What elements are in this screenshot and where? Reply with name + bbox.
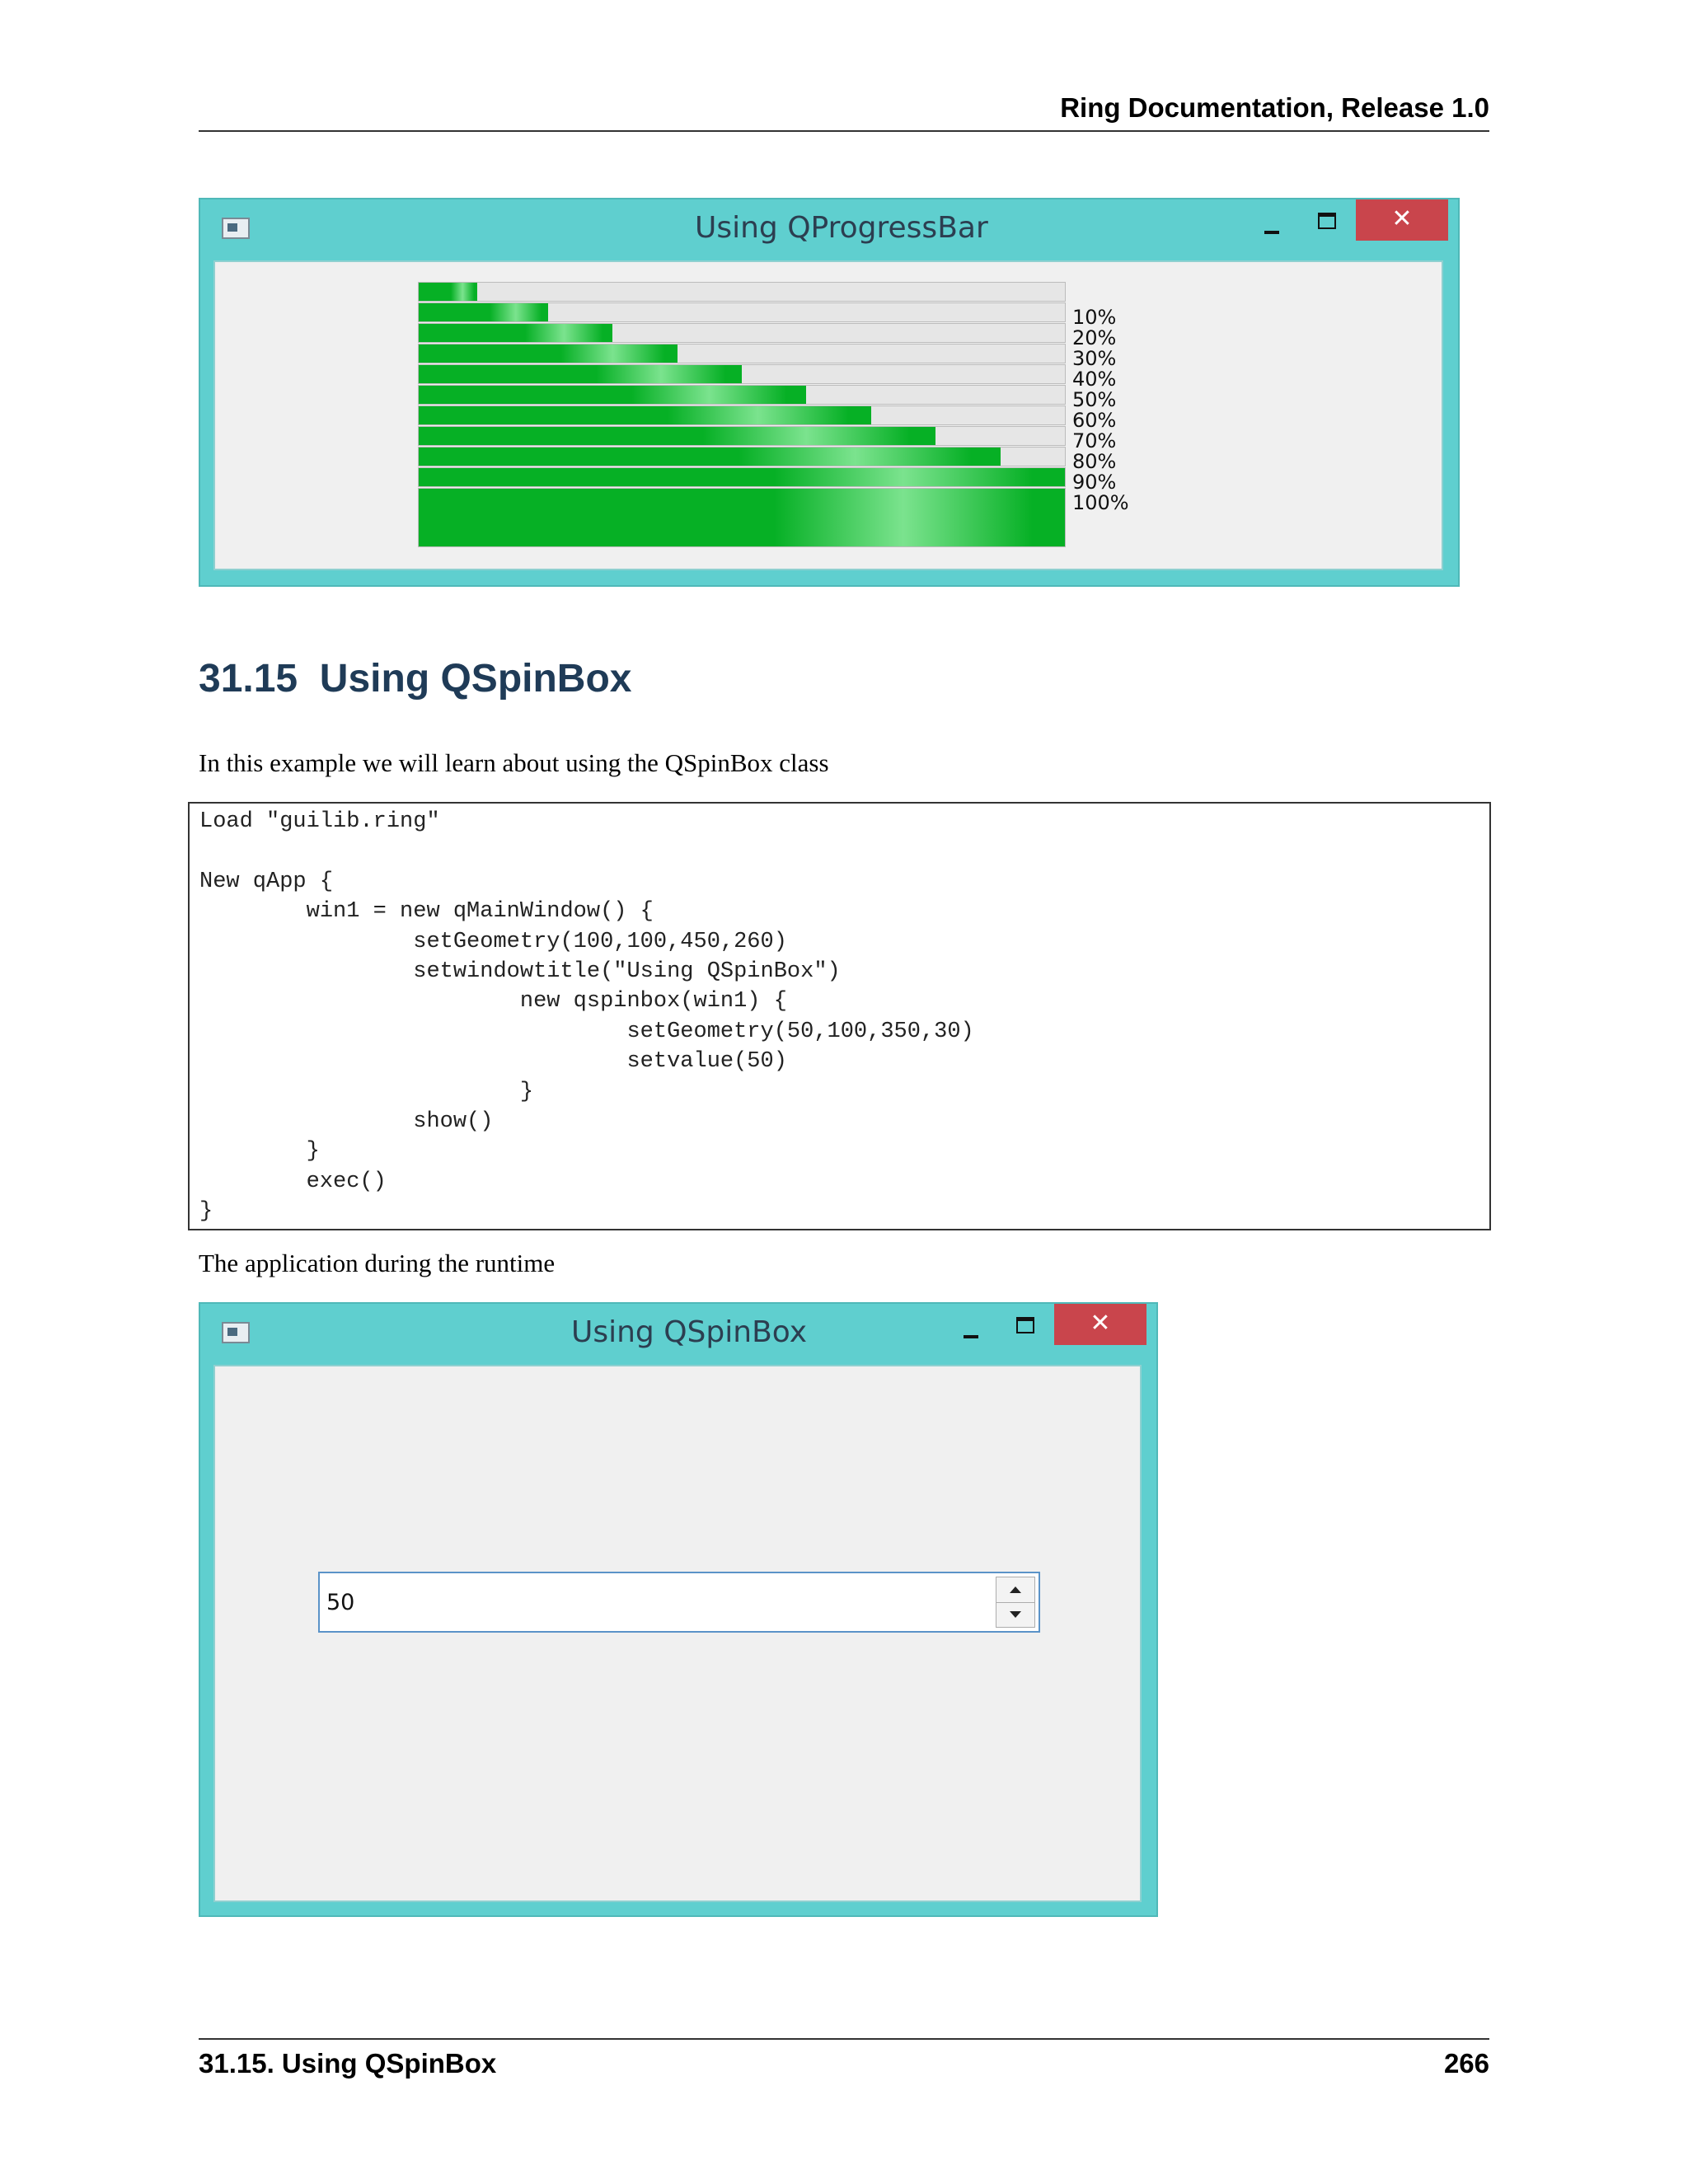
section-title: Using QSpinBox xyxy=(319,657,632,701)
progress-label: 90% xyxy=(1072,471,1117,494)
maximize-button[interactable] xyxy=(1016,1317,1034,1333)
progress-label: 40% xyxy=(1072,368,1117,391)
progress-label: 60% xyxy=(1072,409,1117,432)
code-line: setGeometry(50,100,350,30) xyxy=(199,1019,974,1044)
progress-bar xyxy=(418,282,1066,302)
progress-label: 100% xyxy=(1072,491,1129,514)
progress-bar xyxy=(418,447,1066,466)
close-button[interactable]: ✕ xyxy=(1356,199,1448,241)
window-title: Using QProgressBar xyxy=(695,211,988,245)
running-header xyxy=(199,92,1489,132)
maximize-button[interactable] xyxy=(1318,213,1336,229)
progress-label: 10% xyxy=(1072,306,1117,329)
spinbox-up-button[interactable] xyxy=(996,1577,1034,1603)
code-line: } xyxy=(199,1079,534,1104)
progress-fill xyxy=(419,406,871,424)
progress-fill xyxy=(419,468,1065,486)
code-line: New qApp { xyxy=(199,869,334,894)
progress-bar xyxy=(418,344,1066,363)
progress-bar xyxy=(418,488,1066,547)
window-app-icon[interactable] xyxy=(222,1322,250,1343)
progress-bar xyxy=(418,302,1066,322)
minimize-button[interactable] xyxy=(961,1322,981,1342)
code-line: show() xyxy=(199,1108,494,1134)
progress-label: 80% xyxy=(1072,450,1117,473)
progress-fill xyxy=(419,365,742,383)
close-button[interactable]: ✕ xyxy=(1054,1304,1146,1345)
arrow-up-icon xyxy=(1010,1586,1021,1593)
section-heading xyxy=(199,656,631,701)
progress-label: 30% xyxy=(1072,347,1117,370)
progress-bar-stack xyxy=(418,282,1066,548)
footer-section: 31.15. Using QSpinBox xyxy=(199,2048,497,2079)
code-block xyxy=(188,802,1491,1230)
running-footer xyxy=(199,2038,1489,2079)
progress-fill xyxy=(419,489,1065,546)
progress-fill xyxy=(419,303,548,321)
arrow-down-icon xyxy=(1010,1611,1021,1618)
code-line: setvalue(50) xyxy=(199,1049,787,1075)
code-line: win1 = new qMainWindow() { xyxy=(199,899,654,925)
code-line: Load "guilib.ring" xyxy=(199,809,440,834)
progress-bar xyxy=(418,364,1066,384)
progress-fill xyxy=(419,448,1001,466)
progress-fill xyxy=(419,344,678,363)
spinbox-value[interactable]: 50 xyxy=(326,1590,355,1615)
spinbox-window xyxy=(199,1302,1158,1917)
spinbox-down-button[interactable] xyxy=(996,1602,1034,1627)
progress-fill xyxy=(419,283,477,301)
progress-bar xyxy=(418,323,1066,343)
progress-label-column xyxy=(1072,307,1129,513)
progress-bar xyxy=(418,467,1066,487)
window-client-area xyxy=(213,1365,1142,1902)
progress-label: 70% xyxy=(1072,429,1117,452)
window-app-icon[interactable] xyxy=(222,218,250,239)
code-line: } xyxy=(199,1139,320,1165)
runtime-caption: The application during the runtime xyxy=(199,1249,556,1277)
progress-label: 50% xyxy=(1072,388,1117,411)
minimize-button[interactable] xyxy=(1262,218,1282,237)
code-line: new qspinbox(win1) { xyxy=(199,989,787,1015)
page-number: 266 xyxy=(1443,2048,1489,2079)
progress-bar xyxy=(418,405,1066,425)
code-line: exec() xyxy=(199,1169,387,1194)
progress-fill xyxy=(419,386,806,404)
header-title: Ring Documentation, Release 1.0 xyxy=(1060,92,1489,123)
section-number: 31.15 xyxy=(199,657,298,701)
progress-bar xyxy=(418,426,1066,446)
spinbox[interactable] xyxy=(318,1572,1040,1633)
window-titlebar[interactable] xyxy=(200,1304,1156,1365)
progressbar-window xyxy=(199,198,1460,587)
progress-fill xyxy=(419,427,935,445)
window-titlebar[interactable] xyxy=(200,199,1458,260)
progress-label: 20% xyxy=(1072,326,1117,349)
code-line: } xyxy=(199,1199,213,1225)
code-line xyxy=(199,837,1479,866)
progress-bar xyxy=(418,385,1066,405)
window-client-area xyxy=(213,260,1443,570)
spinbox-arrows xyxy=(996,1577,1035,1628)
intro-paragraph: In this example we will learn about using the QSpinBox class xyxy=(199,748,829,777)
code-line: setwindowtitle("Using QSpinBox") xyxy=(199,958,841,984)
window-title: Using QSpinBox xyxy=(571,1315,807,1349)
code-line: setGeometry(100,100,450,260) xyxy=(199,929,787,954)
progress-fill xyxy=(419,324,612,342)
